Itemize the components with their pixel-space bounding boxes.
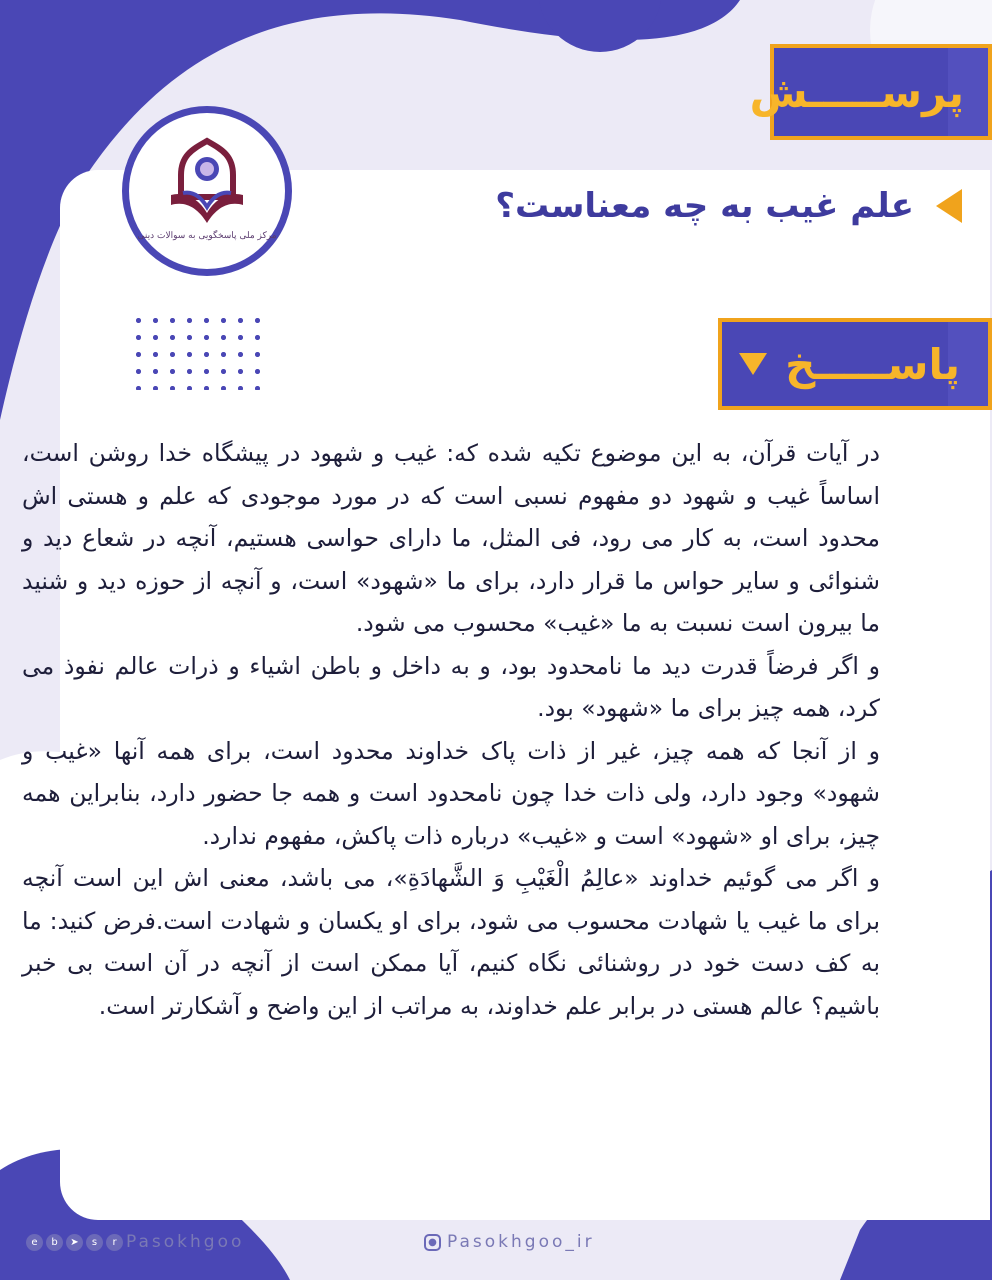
eitaa-icon[interactable]: e [26, 1234, 43, 1251]
answer-paragraph: در آیات قرآن، به این موضوع تکیه شده که: غیب و شهود در پیشگاه خدا روشن است، اساساً غیب و شهود دو مفهوم نسبی است که در مورد موجودی که علم و هستی اش محدود است، به کار می رود، فی المثل، ما دارای حواسی هستیم، آنچه در شعاع دید و شنوائی و سایر حواس ما قرار دارد، برای ما «شهود» است، و آنچه از حوزه دید و شنید ما بیرون است نسبت به ما «غیب» محسوب می شود. [22, 439, 880, 637]
question-label: پرســـــش [749, 67, 964, 117]
logo-caption: مرکز ملی پاسخگویی به سوالات دینی [137, 231, 277, 241]
institution-emblem-icon [159, 135, 255, 227]
answer-paragraph: و اگر فرضاً قدرت دید ما نامحدود بود، و به داخل و باطن اشیاء و ذرات عالم نفوذ می کرد، همه چیز برای ما «شهود» بود. [22, 651, 880, 722]
telegram-icon[interactable]: ➤ [66, 1234, 83, 1251]
rubika-icon[interactable]: r [106, 1234, 123, 1251]
soroush-icon[interactable]: s [86, 1234, 103, 1251]
question-label-box [749, 44, 992, 140]
bale-icon[interactable]: b [46, 1234, 63, 1251]
answer-paragraph: و از آنجا که همه چیز، غیر از ذات پاک خداوند محدود است، برای همه آنها «غیب و شهود» وجود دارد، ولی ذات خدا چون نامحدود است و همه جا حضور دارد، بنابراین همه چیز، برای او «شهود» است و «غیب» درباره ذات پاکش، مفهوم ندارد. [22, 736, 880, 850]
question-text: علم غیب به چه معناست؟ [495, 186, 914, 226]
decorative-dot-grid [130, 312, 270, 390]
triangle-down-icon [739, 353, 767, 375]
question [495, 186, 962, 226]
footer-social [26, 1232, 244, 1252]
footer-instagram [424, 1232, 595, 1252]
instagram-handle[interactable]: Pasokhgoo_ir [447, 1232, 595, 1252]
answer-body [22, 432, 880, 1027]
triangle-left-icon [936, 189, 962, 223]
social-handle[interactable]: Pasokhgoo [126, 1232, 245, 1252]
instagram-icon[interactable]: ● [424, 1234, 441, 1251]
answer-label-box [718, 318, 992, 410]
answer-label: پاســـــخ [785, 339, 960, 389]
logo [122, 106, 292, 276]
answer-paragraph: و اگر می گوئیم خداوند «عالِمُ الْغَیْبِ وَ الشَّهادَةِ»، می باشد، معنی اش این است آنچه برای ما غیب یا شهادت محسوب می شود، برای او یکسان و شهادت است.فرض کنید: ما به کف دست خود در روشنائی نگاه کنیم، آیا ممکن است از آنچه در آن است بی خبر باشیم؟ عالم هستی در برابر علم خداوند، به مراتب از این واضح و آشکارتر است. [22, 864, 880, 1020]
